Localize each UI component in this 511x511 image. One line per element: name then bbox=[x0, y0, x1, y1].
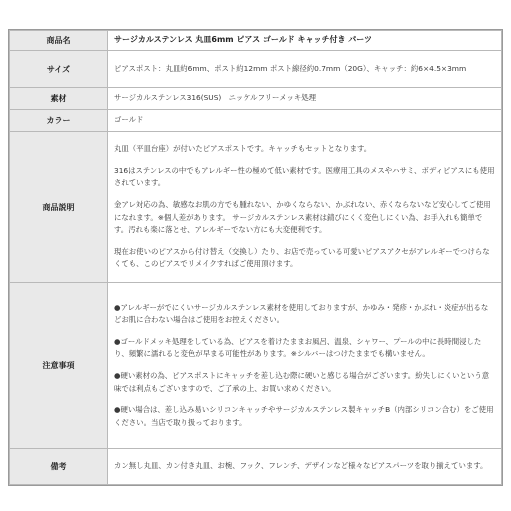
precaution-item-3: ●硬い素材の為、ピアスポストにキャッチを差し込む際に硬いと感じる場合がございます。紛失しにくいという意味では利点もございますので、ご了承の上、お買い求めください。 bbox=[114, 371, 490, 393]
row-precautions bbox=[10, 283, 502, 449]
value-product-name: サージカルステンレス 丸皿6mm ピアス ゴールド キャッチ付き パーツ bbox=[108, 31, 502, 51]
description-paragraph-4: 現在お使いのピアスから付け替え（交換し）たり、お店で売っている可愛いピアスアクセがアレルギーでつけらなくても、このピアスでリメイクすればご使用頂けます。 bbox=[114, 246, 490, 269]
description-paragraph-1: 丸皿（平皿台座）が付いたピアスポストです。キャッチもセットとなります。 bbox=[114, 144, 372, 154]
label-product-name: 商品名 bbox=[10, 31, 108, 51]
label-remarks: 備考 bbox=[10, 449, 108, 485]
label-precautions: 注意事項 bbox=[10, 283, 108, 449]
value-material: サージカルステンレス316(SUS) ニッケルフリーメッキ処理 bbox=[108, 88, 502, 110]
product-spec-frame bbox=[8, 29, 503, 486]
row-material bbox=[10, 88, 502, 110]
row-remarks bbox=[10, 449, 502, 485]
value-size: ピアスポスト：丸皿約6mm、ポスト約12mm ポスト線径約0.7mm（20G）、キャッチ：約6×4.5×3mm bbox=[108, 51, 502, 88]
precaution-item-1: ●アレルギーがでにくいサージカルステンレス素材を使用しておりますが、かゆみ・発疹・かぶれ・炎症が出るなどお肌に合わない場合はご使用をお控えください。 bbox=[114, 302, 489, 325]
value-precautions bbox=[108, 283, 502, 449]
product-spec-table bbox=[9, 30, 502, 485]
label-material: 素材 bbox=[10, 88, 108, 110]
precaution-item-2: ●ゴールドメッキ処理をしている為、ピアスを着けたままお風呂、温泉、シャワー、プールの中に長時間浸したり、頻繁に濡れると変色が早まる可能性があります。※シルバーはつけたままでも構いません。 bbox=[114, 336, 482, 359]
row-color bbox=[10, 110, 502, 132]
label-size: サイズ bbox=[10, 51, 108, 88]
value-description bbox=[108, 132, 502, 283]
description-paragraph-2: 316はステンレスの中でもアレルギー性の極めて低い素材です。医療用工具のメスやハサミ、ボディピアスにも使用されています。 bbox=[114, 165, 495, 188]
description-paragraph-3: 金アレ対応の為、敏感なお肌の方でも腫れない、かゆくならない、かぶれない、赤くならないなど安心してご使用になれます。※個人差があります。 サージカルステンレス素材は錆びにくく変色しにくい為、お手入れも簡単です。汚れも楽に落とせ、アレルギーでない方にも大変便利です。 bbox=[114, 199, 491, 235]
label-description: 商品説明 bbox=[10, 132, 108, 283]
precaution-item-4: ●硬い場合は、差し込み易いシリコンキャッチやサージカルステンレス製キャッチB（内部シリコン合む）をご使用ください。当店で取り扱っております。 bbox=[114, 405, 494, 427]
row-product-name bbox=[10, 31, 502, 51]
row-description bbox=[10, 132, 502, 283]
label-color: カラー bbox=[10, 110, 108, 132]
row-size bbox=[10, 51, 502, 88]
value-color: ゴールド bbox=[108, 110, 502, 132]
value-remarks: カン無し丸皿、カン付き丸皿、お椀、フック、フレンチ、デザインなど様々なピアスパーツを取り揃えています。 bbox=[108, 449, 502, 485]
